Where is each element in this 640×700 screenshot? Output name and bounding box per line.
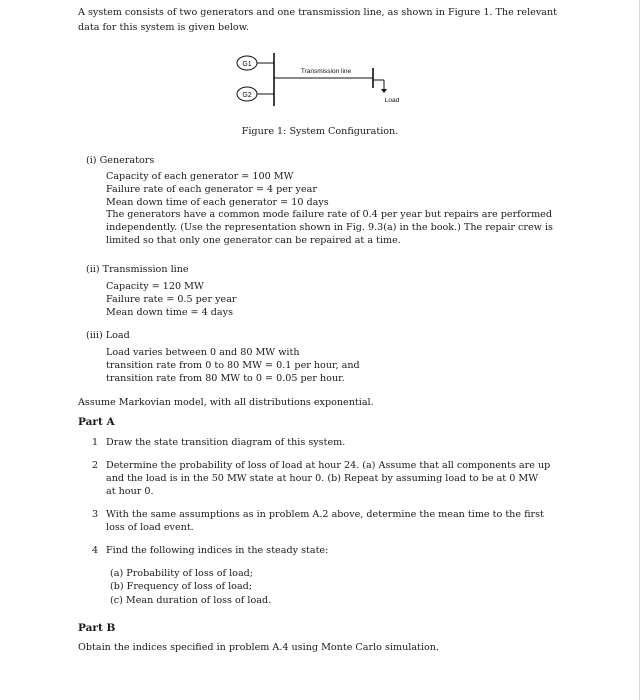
question-text: Draw the state transition diagram of this system.: [106, 437, 346, 448]
question-a4: [92, 545, 564, 558]
system-configuration-figure: [230, 50, 410, 112]
question-a1: [92, 437, 564, 450]
intro-line: data for this system is given below.: [78, 21, 249, 33]
intro-line: A system consists of two generators and one transmission line, as shown in Figure 1. The relevant: [78, 7, 558, 18]
load-data-line: transition rate from 0 to 80 MW = 0.1 per hour, and: [106, 359, 360, 371]
section-generators-label: (i) Generators: [86, 155, 155, 166]
subquestion-item: (b) Frequency of loss of load;: [110, 581, 253, 593]
load-data-line: transition rate from 80 MW to 0 = 0.05 per hour.: [106, 372, 345, 384]
question-text: [106, 509, 564, 535]
load-data-line: Load varies between 0 and 80 MW with: [106, 347, 300, 358]
part-b-text: Obtain the indices specified in problem A.4 using Monte Carlo simulation.: [78, 642, 439, 653]
part-a-title: Part A: [78, 416, 115, 428]
question-line: and the load is in the 50 MW state at hour 0. (b) Repeat by assuming load to be at 0 MW: [106, 472, 539, 484]
intro-paragraph: [78, 6, 573, 35]
system-diagram: [230, 50, 410, 112]
figure-caption: Figure 1: System Configuration.: [241, 126, 399, 137]
question-number: 2: [92, 460, 99, 471]
part-b-title: Part B: [78, 622, 116, 634]
question-line: With the same assumptions as in problem A.2 above, determine the mean time to the first: [106, 509, 544, 520]
g2-label: G2: [242, 92, 252, 99]
generator-data-line: Failure rate of each generator = 4 per year: [106, 183, 317, 195]
question-text: Find the following indices in the steady state:: [106, 545, 329, 556]
question-line: loss of load event.: [106, 521, 194, 533]
section-transmission-body: [106, 281, 566, 319]
transmission-line-label: Transmission line: [300, 68, 352, 75]
generator-data-line: The generators have a common mode failure rate of 0.4 per year but repairs are performed: [106, 209, 553, 221]
section-load-body: [106, 347, 566, 385]
generator-data-line: Capacity of each generator = 100 MW: [106, 171, 294, 182]
subquestion-list: [110, 567, 271, 607]
section-load-label: (iii) Load: [86, 330, 130, 341]
question-a2: [92, 460, 564, 498]
subquestion-item: (c) Mean duration of loss of load.: [110, 594, 272, 606]
question-number: 3: [92, 509, 99, 520]
assumption-text: Assume Markovian model, with all distributions exponential.: [78, 397, 374, 408]
question-text: [106, 460, 564, 498]
subquestion-item: (a) Probability of loss of load;: [110, 568, 254, 579]
transmission-data-line: Mean down time = 4 days: [106, 306, 234, 318]
question-line: Determine the probability of loss of load at hour 24. (a) Assume that all components are up: [106, 460, 551, 471]
question-a3: [92, 509, 564, 535]
transmission-data-line: Failure rate = 0.5 per year: [106, 293, 237, 305]
generator-data-line: Mean down time of each generator = 10 days: [106, 196, 329, 208]
transmission-data-line: Capacity = 120 MW: [106, 281, 204, 292]
question-line: at hour 0.: [106, 485, 154, 497]
question-number: 1: [92, 437, 99, 448]
generator-data-line: independently. (Use the representation shown in Fig. 9.3(a) in the book.) The repair crew is: [106, 222, 553, 234]
question-number: 4: [92, 545, 99, 556]
generator-data-line: limited so that only one generator can be repaired at a time.: [106, 234, 401, 246]
section-transmission-label: (ii) Transmission line: [86, 264, 189, 275]
g1-label: G1: [242, 61, 252, 68]
load-arrow-icon: [381, 89, 387, 93]
load-label: Load: [384, 97, 400, 104]
section-generators-body: [106, 171, 566, 248]
